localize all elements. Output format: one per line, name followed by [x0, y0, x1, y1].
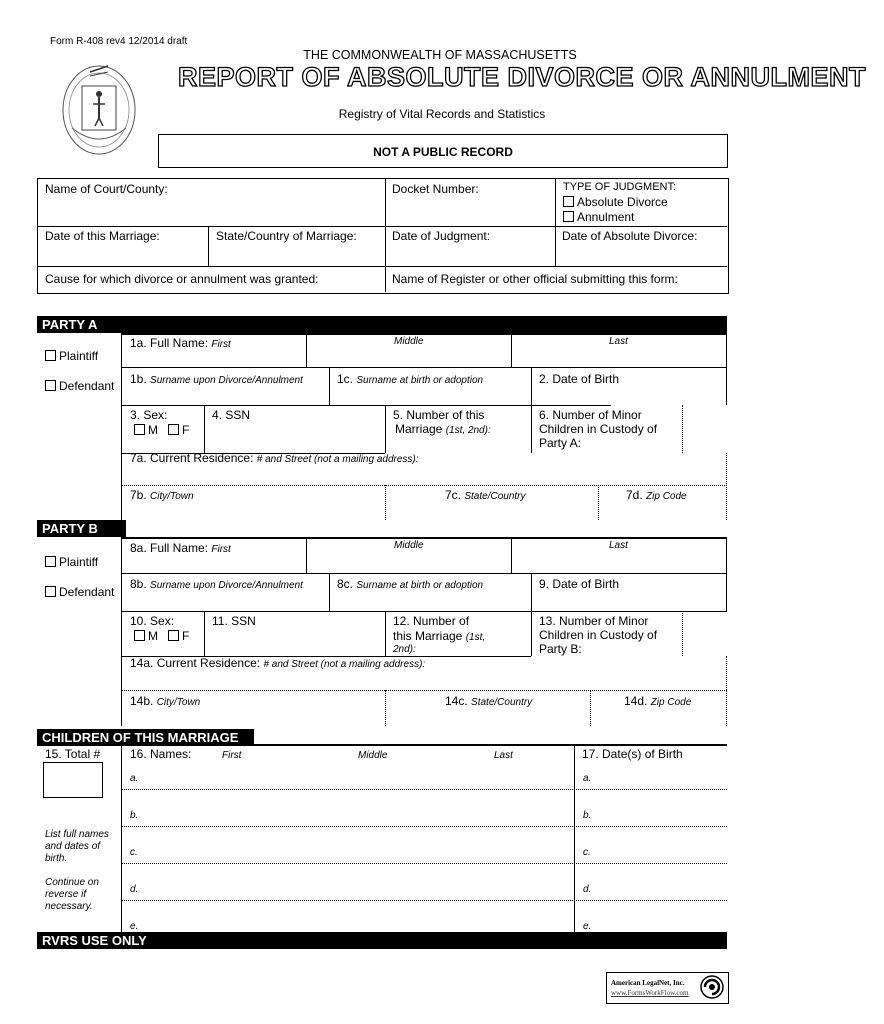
party-a-defendant-option[interactable]: [45, 379, 114, 393]
party-b-num-marriage-label: 12. Number of: [393, 614, 470, 628]
party-b-heading: PARTY B: [37, 520, 126, 537]
date-marriage-label: Date of this Marriage:: [45, 229, 160, 243]
party-a-first-name-field[interactable]: [124, 350, 304, 366]
child-row-3-name-label: c.: [130, 847, 138, 858]
cause-label: Cause for which divorce or annulment was granted:: [45, 272, 319, 286]
form-title: REPORT OF ABSOLUTE DIVORCE OR ANNULMENT: [178, 62, 867, 92]
party-a-plaintiff-label: Plaintiff: [59, 349, 99, 363]
absolute-divorce-label: Absolute Divorce: [577, 195, 668, 209]
register-name-field[interactable]: [388, 287, 725, 291]
party-a-heading: PARTY A: [37, 316, 126, 333]
party-a-residence-field[interactable]: [124, 466, 724, 484]
cause-field[interactable]: [40, 287, 383, 291]
child-row-5-name-field[interactable]: [142, 916, 572, 932]
children-first-hint: First: [222, 750, 242, 761]
party-b-middle-name-field[interactable]: [309, 555, 509, 571]
child-row-5-name-label: e.: [130, 921, 139, 932]
party-a-bar: [37, 316, 727, 333]
party-a-defendant-checkbox[interactable]: [45, 380, 56, 391]
date-judgment-label: Date of Judgment:: [392, 229, 491, 243]
party-b-zip: 14d. Zip Code: [624, 694, 692, 708]
party-a-dob-label: 2. Date of Birth: [539, 372, 620, 386]
children-dob-label: 17. Date(s) of Birth: [582, 747, 683, 761]
party-b-plaintiff-option[interactable]: [45, 555, 98, 569]
child-row-divider: [121, 826, 727, 827]
children-note-2: and dates of: [45, 841, 101, 852]
party-a-ssn-label: 4. SSN: [212, 408, 251, 422]
footer-logo-icon: [700, 975, 724, 999]
children-total-field[interactable]: [43, 762, 103, 798]
party-a-middle-name-field[interactable]: [309, 350, 509, 366]
children-total-label: 15. Total #: [45, 747, 101, 761]
party-b-surname-upon: 8b. Surname upon Divorce/Annulment: [130, 577, 303, 591]
party-a-plaintiff-option[interactable]: [45, 349, 98, 363]
party-a-zip: 7d. Zip Code: [626, 488, 687, 502]
party-b-first-name-field[interactable]: [124, 555, 304, 571]
party-a-minor-children-1: 6. Number of Minor: [539, 408, 642, 422]
rvrs-heading: RVRS USE ONLY: [37, 932, 192, 949]
child-row-4-dob-field[interactable]: [594, 879, 724, 895]
party-b-last-hint: Last: [609, 540, 628, 551]
party-b-sex-label: 10. Sex:: [130, 614, 175, 628]
register-name-label: Name of Register or other official submitting this form:: [392, 272, 678, 286]
party-a-minor-children-3: Party A:: [539, 436, 582, 450]
absolute-divorce-checkbox[interactable]: [563, 196, 574, 207]
footer-url[interactable]: www.FormsWorkFlow.com: [611, 989, 689, 997]
date-absolute-divorce-label: Date of Absolute Divorce:: [562, 229, 698, 243]
child-row-2-name-field[interactable]: [142, 805, 572, 821]
party-a-defendant-label: Defendant: [59, 379, 115, 393]
party-b-minor-children-3: Party B:: [539, 642, 582, 656]
child-row-1-name-field[interactable]: [142, 768, 572, 784]
child-row-divider: [121, 789, 727, 790]
child-row-2-dob-field[interactable]: [594, 805, 724, 821]
party-b-ssn-label: 11. SSN: [212, 614, 256, 628]
docket-number-field[interactable]: [388, 197, 553, 224]
date-marriage-field[interactable]: [40, 244, 206, 264]
party-b-state: 14c. State/Country: [445, 694, 533, 708]
child-row-2-dob-label: b.: [583, 810, 592, 821]
child-row-2-name-label: b.: [130, 810, 139, 821]
party-a-surname-birth: 1c. Surname at birth or adoption: [337, 372, 484, 386]
party-b-dob-label: 9. Date of Birth: [539, 577, 620, 591]
date-judgment-field[interactable]: [388, 244, 553, 264]
child-row-4-dob-label: d.: [583, 884, 592, 895]
party-b-defendant-checkbox[interactable]: [45, 586, 56, 597]
children-note-6: necessary.: [45, 901, 93, 912]
children-heading: CHILDREN OF THIS MARRIAGE: [37, 729, 254, 746]
child-row-divider: [121, 900, 727, 901]
party-a-num-marriage-2: Marriage (1st, 2nd):: [395, 422, 491, 436]
state-country-marriage-label: State/Country of Marriage:: [216, 229, 357, 243]
footer-company: American LegalNet, Inc.: [611, 979, 685, 987]
type-judgment-label: TYPE OF JUDGMENT:: [563, 181, 677, 193]
party-a-city: 7b. City/Town: [130, 488, 194, 502]
party-b-full-name: 8a. Full Name: First: [130, 541, 231, 555]
annulment-option[interactable]: [563, 210, 634, 224]
child-row-divider: [121, 863, 727, 864]
child-row-1-dob-label: a.: [583, 773, 592, 784]
party-a-residence: 7a. Current Residence: # and Street (not a mailing address):: [130, 451, 419, 465]
annulment-checkbox[interactable]: [563, 211, 574, 222]
party-b-city: 14b. City/Town: [130, 694, 201, 708]
absolute-divorce-option[interactable]: [563, 195, 668, 209]
party-b-num-marriage-hint-2: 2nd):: [393, 644, 416, 655]
commonwealth-heading: THE COMMONWEALTH OF MASSACHUSETTS: [303, 48, 577, 62]
court-county-field[interactable]: [40, 197, 383, 224]
not-public-record: NOT A PUBLIC RECORD: [373, 145, 513, 159]
party-b-minor-children-1: 13. Number of Minor: [539, 614, 649, 628]
party-a-state: 7c. State/Country: [445, 488, 526, 502]
party-a-surname-upon: 1b. Surname upon Divorce/Annulment: [130, 372, 303, 386]
party-a-sex-options: M F: [134, 423, 189, 437]
child-row-4-name-label: d.: [130, 884, 139, 895]
party-b-female-checkbox[interactable]: [168, 630, 179, 641]
child-row-3-dob-label: c.: [583, 847, 591, 858]
party-b-defendant-option[interactable]: [45, 585, 114, 599]
party-a-minor-children-2: Children in Custody of: [539, 422, 658, 436]
children-note-4: Continue on: [45, 877, 99, 888]
child-row-5-dob-label: e.: [583, 921, 592, 932]
party-b-middle-hint: Middle: [394, 540, 424, 551]
party-a-sex-label: 3. Sex:: [130, 408, 168, 422]
party-b-defendant-label: Defendant: [59, 585, 115, 599]
child-row-3-dob-field[interactable]: [594, 842, 724, 858]
form-id: Form R-408 rev4 12/2014 draft: [50, 36, 188, 47]
party-b-male-checkbox[interactable]: [134, 630, 145, 641]
child-row-1-name-label: a.: [130, 773, 139, 784]
party-a-last-hint: Last: [609, 336, 628, 347]
party-a-last-name-field[interactable]: [514, 350, 724, 366]
children-last-hint: Last: [494, 750, 513, 761]
state-country-marriage-field[interactable]: [211, 244, 383, 264]
party-b-surname-birth: 8c. Surname at birth or adoption: [337, 577, 484, 591]
children-middle-hint: Middle: [358, 750, 388, 761]
children-note-5: reverse if: [45, 889, 87, 900]
child-row-4-name-field[interactable]: [142, 879, 572, 895]
child-row-1-dob-field[interactable]: [594, 768, 724, 784]
children-note-3: birth.: [45, 853, 68, 864]
annulment-label: Annulment: [577, 210, 635, 224]
party-b-last-name-field[interactable]: [514, 555, 724, 571]
child-row-3-name-field[interactable]: [142, 842, 572, 858]
court-county-label: Name of Court/County:: [45, 182, 168, 196]
party-a-full-name: 1a. Full Name: First: [130, 336, 231, 350]
party-a-num-marriage-label: 5. Number of this: [393, 408, 485, 422]
party-b-num-marriage-2: this Marriage (1st,: [393, 629, 486, 643]
party-b-plaintiff-checkbox[interactable]: [45, 556, 56, 567]
docket-number-label: Docket Number:: [392, 182, 479, 196]
party-a-male-checkbox[interactable]: [134, 424, 145, 435]
registry-name: Registry of Vital Records and Statistics: [338, 107, 546, 121]
children-note-1: List full names: [45, 829, 109, 840]
party-a-female-checkbox[interactable]: [168, 424, 179, 435]
party-a-plaintiff-checkbox[interactable]: [45, 350, 56, 361]
party-b-minor-children-2: Children in Custody of: [539, 628, 658, 642]
party-b-plaintiff-label: Plaintiff: [59, 555, 99, 569]
party-b-sex-options: M F: [134, 629, 189, 643]
children-names-label: 16. Names:: [130, 747, 192, 761]
child-row-5-dob-field[interactable]: [594, 916, 724, 932]
party-b-residence: 14a. Current Residence: # and Street (not a mailing address):: [130, 656, 426, 670]
party-b-residence-field[interactable]: [124, 672, 724, 690]
date-absolute-divorce-field[interactable]: [558, 244, 725, 264]
party-a-middle-hint: Middle: [394, 336, 424, 347]
